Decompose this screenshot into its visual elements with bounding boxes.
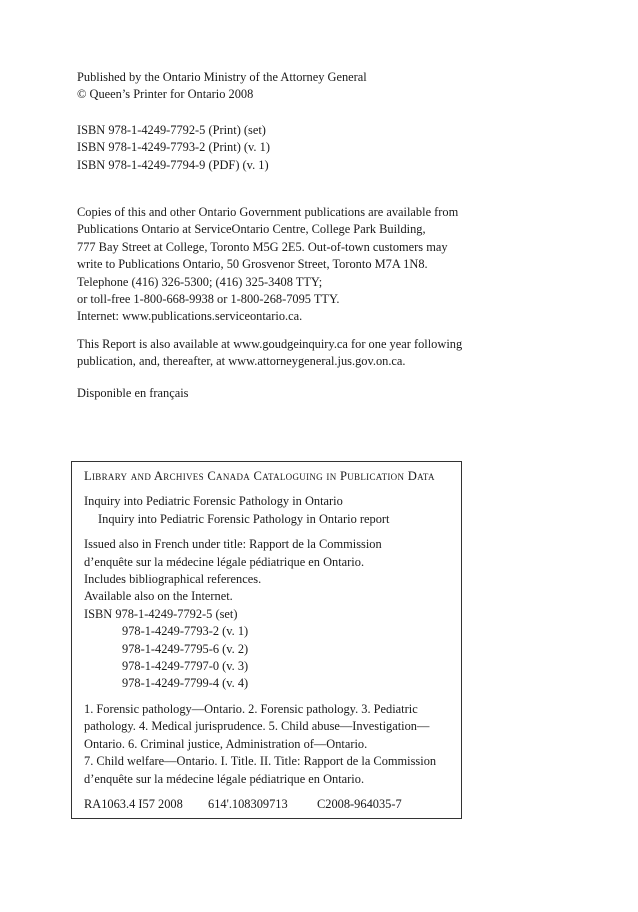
report-line: This Report is also available at www.goudgeinquiry.ca for one year following	[77, 337, 463, 351]
cip-note-line: Available also on the Internet.	[84, 589, 233, 604]
ordering-line: or toll-free 1-800-668-9938 or 1-800-268-7095 TTY.	[77, 292, 340, 307]
ordering-line: write to Publications Ontario, 50 Grosvenor Street, Toronto M7A 1N8.	[77, 257, 428, 272]
cip-isbn-volume: 978-1-4249-7795-6 (v. 2)	[122, 641, 249, 656]
ordering-line: Internet: www.publications.serviceontario.ca.	[77, 309, 303, 324]
cip-note-line: Includes bibliographical references.	[84, 572, 262, 587]
cip-title-line: Inquiry into Pediatric Forensic Pathology in Ontario	[84, 494, 343, 509]
lc-call-number: RA1063.4 I57 2008	[84, 796, 183, 811]
cip-isbn-volume: 978-1-4249-7799-4 (v. 4)	[122, 676, 249, 691]
publisher-line: Published by the Ontario Ministry of the Attorney General	[77, 70, 367, 84]
dewey-number: 614'.108309713	[208, 796, 288, 811]
cip-note-line: Issued also in French under title: Rapport de la Commission	[84, 537, 382, 552]
cip-subjects	[84, 701, 455, 788]
cip-subject-line: pathology. 4. Medical jurisprudence. 5. Child abuse—Investigation—	[84, 719, 430, 734]
cip-title-line: Inquiry into Pediatric Forensic Pathology in Ontario report	[98, 511, 390, 526]
isbn-line: ISBN 978-1-4249-7793-2 (Print) (v. 1)	[77, 140, 270, 155]
ordering-line: Copies of this and other Ontario Government publications are available from	[77, 205, 459, 219]
cip-notes	[84, 536, 455, 693]
cip-isbn-volume: 978-1-4249-7797-0 (v. 3)	[122, 659, 249, 674]
ordering-info	[77, 204, 458, 326]
french-availability	[77, 385, 188, 402]
isbn-line: ISBN 978-1-4249-7792-5 (Print) (set)	[77, 123, 266, 137]
cip-subject-line: Ontario. 6. Criminal justice, Administration of—Ontario.	[84, 736, 368, 751]
publisher-info	[77, 69, 367, 104]
ordering-line: Publications Ontario at ServiceOntario Centre, College Park Building,	[77, 222, 426, 237]
control-number: C2008-964035-7	[317, 796, 402, 811]
cip-subject-line: d’enquête sur la médecine légale pédiatrique en Ontario.	[84, 771, 365, 786]
report-availability	[77, 336, 462, 371]
cip-isbn-volume: 978-1-4249-7793-2 (v. 1)	[122, 624, 249, 639]
cip-classification	[84, 796, 455, 813]
french-note: Disponible en français	[77, 386, 189, 400]
cip-note-line: ISBN 978-1-4249-7792-5 (set)	[84, 606, 238, 621]
isbn-list	[77, 122, 270, 174]
copyright-line: © Queen’s Printer for Ontario 2008	[77, 87, 254, 102]
cip-heading: Library and Archives Canada Cataloguing in Publication Data	[84, 469, 435, 483]
cip-subject-line: 1. Forensic pathology—Ontario. 2. Forensic pathology. 3. Pediatric	[84, 701, 418, 716]
cip-title	[84, 493, 455, 528]
cip-data-box	[71, 461, 462, 819]
cip-subject-line: 7. Child welfare—Ontario. I. Title. II. Title: Rapport de la Commission	[84, 754, 437, 769]
report-line: publication, and, thereafter, at www.attorneygeneral.jus.gov.on.ca.	[77, 354, 406, 369]
ordering-line: 777 Bay Street at College, Toronto M5G 2E5. Out-of-town customers may	[77, 239, 448, 254]
ordering-line: Telephone (416) 326-5300; (416) 325-3408 TTY;	[77, 274, 323, 289]
isbn-line: ISBN 978-1-4249-7794-9 (PDF) (v. 1)	[77, 157, 269, 172]
cip-note-line: d’enquête sur la médecine légale pédiatrique en Ontario.	[84, 554, 365, 569]
